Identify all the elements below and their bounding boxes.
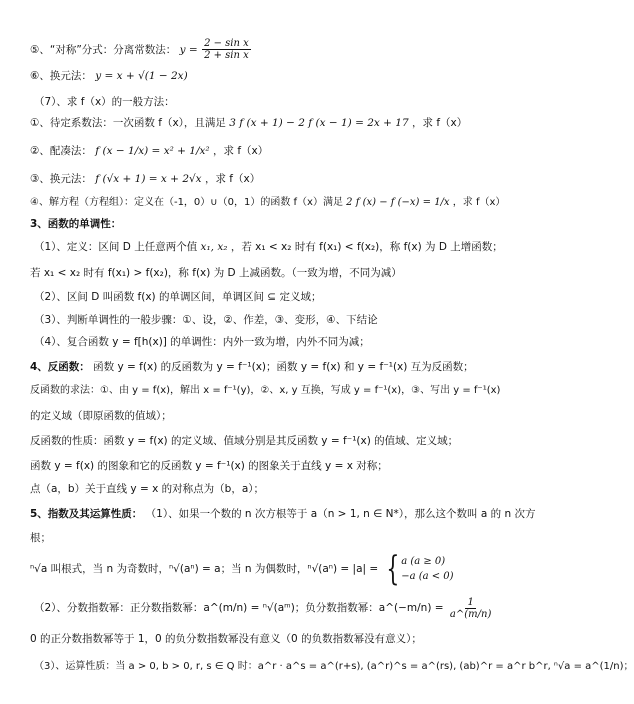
line-equation-method (30, 196, 506, 211)
line-inverse-domain (30, 409, 500, 423)
line-operation-properties (34, 660, 634, 675)
math-expr: f (x − 1/x) = x² + 1/x² (95, 145, 210, 157)
line-text-post: 函数 y = f(x) 的反函数为 y = f⁻¹(x)；函数 y = f(x) 和 y = f⁻¹(x) 互为反函数； (93, 361, 474, 373)
piecewise-cases (382, 549, 454, 589)
line-text: （3）、运算性质：当 a > 0, b > 0, r, s ∈ Q 时：a^r · a^s = a^(r+s), (a^r)^s = a^(rs), (ab)^r = a^r b^r, ⁿ√a = a^(1/n)； (34, 661, 634, 672)
fraction (448, 597, 493, 620)
line-inverse-symmetry (30, 459, 500, 473)
line-text: ⑤、“对称”分式：分离常数法： (30, 43, 177, 56)
line-inverse-method (30, 384, 500, 399)
line-substitution (30, 69, 500, 83)
line-text: 的定义域（即原函数的值域）； (30, 410, 172, 422)
line-text: ④、解方程（方程组）：定义在（-1，0）∪（0，1）的函数 f（x）满足 (30, 197, 343, 208)
line-text: 根； (30, 532, 51, 544)
cases-list (401, 554, 453, 584)
line-text: ③、换元法： (30, 173, 92, 185)
line-text-post: ，求 f（x） (412, 117, 468, 129)
brace-icon: { (385, 549, 399, 589)
line-text: （1）、定义：区间 D 上任意两个值 (34, 241, 198, 253)
line-text: 点（a，b）关于直线 y = x 的对称点为（b，a）； (30, 483, 265, 495)
line-text-post: ，求 f（x） (452, 197, 506, 208)
line-text-post: ，求 f（x） (204, 173, 261, 185)
line-text-post: ，若 x₁ < x₂ 时有 f(x₁) < f(x₂)，称 f(x) 为 D 上增函数； (230, 241, 503, 253)
fraction-denominator: a^(m/n) (449, 608, 492, 620)
line-symmetric-fraction (30, 38, 500, 61)
case-row: a (a ≥ 0) (401, 556, 446, 567)
line-text: ⑥、换元法： (30, 70, 92, 82)
line-decreasing-def (30, 266, 500, 280)
line-undetermined-coeff (30, 116, 500, 130)
line-radical (30, 549, 500, 589)
line-text-post: ，求 f（x） (213, 145, 269, 157)
fraction-numerator: 1 (467, 596, 474, 608)
line-text: 反函数的性质：函数 y = f(x) 的定义域、值域分别是其反函数 y = f⁻¹(x) 的值域、定义域； (30, 435, 459, 447)
line-inverse-function (30, 360, 500, 374)
line-text: （3）、判断单调性的一般步骤：①、设，②、作差，③、变形，④、下结论 (34, 314, 378, 326)
line-text: （2）、分数指数幂：正分数指数幂：a^(m/n) = ⁿ√(aᵐ)；负分数指数幂：a^(−m/n) = (34, 602, 444, 614)
math-expr: 3 f (x + 1) − 2 f (x − 1) = 2x + 17 (229, 117, 409, 129)
line-text: ②、配凑法： (30, 145, 92, 157)
case-row: −a (a < 0) (401, 571, 454, 582)
line-substitution-2 (30, 172, 500, 186)
line-monotonic-def (34, 240, 503, 254)
line-text: ①、待定系数法：一次函数 f（x），且满足 (30, 117, 226, 129)
line-text: 反函数的求法：①、由 y = f(x)，解出 x = f⁻¹(y)，②、x, y 互换，写成 y = f⁻¹(x)，③、写出 y = f⁻¹(x) (30, 385, 501, 396)
line-fractional-exponent (34, 594, 500, 622)
math-expr: y = x + √(1 − 2x) (95, 70, 188, 82)
line-composite-function (34, 335, 500, 349)
line-text: ⁿ√a 叫根式，当 n 为奇数时，ⁿ√(aⁿ) = a；当 n 为偶数时，ⁿ√(aⁿ) = |a| = (30, 563, 379, 575)
math-expr: x₁, x₂ (200, 241, 228, 253)
heading-text: 3、函数的单调性： (30, 218, 122, 230)
fraction-numerator: 2 − sin x (204, 38, 249, 49)
math-expr: y = (179, 43, 198, 56)
line-root-cont (30, 531, 500, 545)
line-text: 若 x₁ < x₂ 时有 f(x₁) > f(x₂)，称 f(x) 为 D 上减函数。（一致为增，不同为减） (30, 267, 402, 279)
line-zero-exponent (30, 632, 500, 646)
line-inverse-property (30, 434, 500, 448)
line-text: 0 的正分数指数幂等于 1，0 的负分数指数幂没有意义（0 的负数指数幂没有意义）； (30, 633, 422, 645)
line-monotonic-interval (34, 290, 500, 304)
line-symmetric-point (30, 482, 500, 496)
line-text: 函数 y = f(x) 的图象和它的反函数 y = f⁻¹(x) 的图象关于直线 y = x 对称； (30, 460, 388, 472)
line-general-method (34, 95, 500, 109)
fraction (202, 38, 251, 61)
section-monotonicity-heading (30, 217, 500, 231)
heading-text: 5、指数及其运算性质： (30, 508, 143, 520)
line-judging-steps (34, 313, 500, 327)
fraction-denominator: 2 + sin x (204, 50, 249, 61)
math-expr: f (√x + 1) = x + 2√x (95, 173, 202, 185)
line-text: （4）、复合函数 y = f[h(x)] 的单调性：内外一致为增，内外不同为减； (34, 336, 370, 348)
heading-text: 4、反函数： (30, 361, 90, 373)
line-matching (30, 144, 500, 158)
line-text: （2）、区间 D 叫函数 f(x) 的单调区间，单调区间 ⊆ 定义域； (34, 291, 322, 303)
line-text-post: （1）、如果一个数的 n 次方根等于 a（n > 1, n ∈ N*），那么这个数叫 a 的 n 次方 (145, 508, 536, 520)
line-text: （7）、求 f（x）的一般方法： (34, 96, 175, 108)
line-exponent-heading (30, 507, 536, 521)
math-expr: 2 f (x) − f (−x) = 1/x (346, 197, 450, 208)
